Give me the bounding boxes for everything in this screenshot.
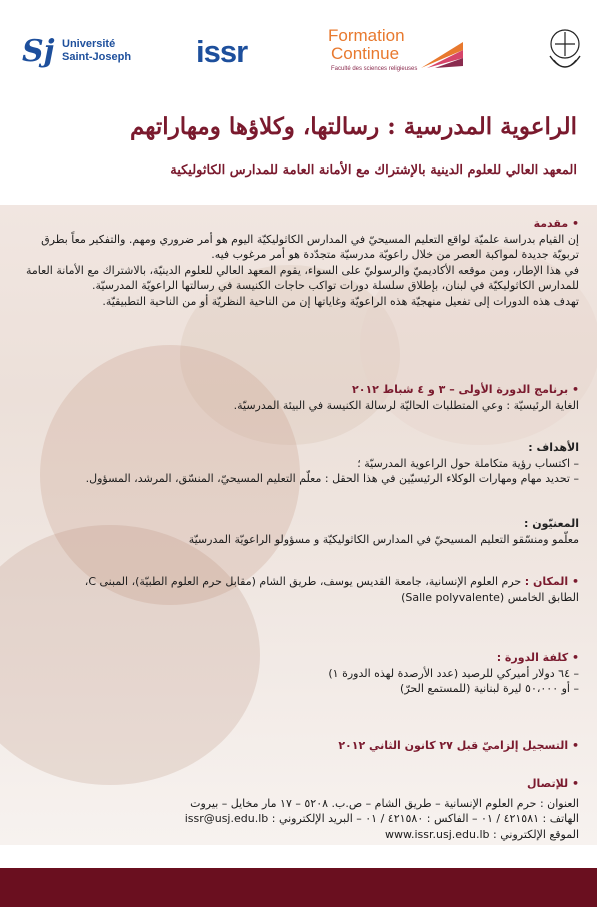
- registration-section: [14, 738, 579, 754]
- contact-phones: الهاتف : ٤٢١٥٨١ / ٠١ – الفاكس : ٤٢١٥٨٠ / ٠١ – البريد الإلكتروني :: [271, 812, 579, 825]
- goals-section: [14, 440, 579, 487]
- header: [0, 0, 597, 100]
- usj-logo-text: [62, 38, 131, 64]
- audience-line: معلّمو ومنسّقو التعليم المسيحيّ في المدارس الكاثوليكيّة و مسؤولو الراعويّة المدرسيّة: [188, 532, 579, 546]
- place-line2: الطابق الخامس (Salle polyvalente): [401, 590, 579, 604]
- cost-item: – ٦٤ دولار أميركي للرصيد (عدد الأرصدة لهذه الدورة ١): [328, 666, 579, 680]
- intro-paragraph-3: تهدف هذه الدورات إلى تفعيل منهجيّة هذه الراعويّة وغاياتها إن من الناحية النظريّة أو من الناحية التطبيقيّة.: [102, 294, 579, 308]
- contact-address: العنوان : حرم العلوم الإنسانية – طريق الشام – ص.ب. ٥٢٠٨ – ١٧ مار مخايل – بيروت: [190, 796, 579, 810]
- goals-heading: الأهداف :: [528, 441, 579, 454]
- intro-section: [14, 216, 579, 309]
- contact-phones-line: [14, 811, 579, 827]
- contact-heading: • للإتصال: [527, 777, 579, 790]
- place-address: حرم العلوم الإنسانية، جامعة القديس يوسف، طريق الشام (مقابل حرم العلوم الطبيّة)، المبنى C،: [84, 575, 522, 588]
- place-line1: [14, 574, 579, 590]
- usj-logo-mark: Sj: [22, 34, 55, 69]
- footer-bar: [0, 868, 597, 907]
- intro-paragraph-2: في هذا الإطار، ومن موقعه الأكاديميّ والرسوليّ على السواء، يقوم المعهد العالي للعلوم الدينيّة، بالاشتراك مع الأمانة العامة للمدارس الكاثوليكيّة في لبنان، بإطلاق سلسلة دورات تواكب حاجات الكنيسة في رسالتها الراعويّة المدرسيّة.: [25, 263, 579, 292]
- usj-line2: Saint-Joseph: [62, 51, 132, 63]
- contact-site-link[interactable]: www.issr.usj.edu.lb: [385, 827, 490, 841]
- cost-item: – أو ٥٠،٠٠٠ ليرة لبنانية (للمستمع الحرّ): [400, 682, 579, 695]
- goals-item: – تحديد مهام ومهارات الوكلاء الرئيسيّين في هذا الحقل : معلّم التعليم المسيحيّ، المنسّق، المرشد، المسؤول.: [85, 472, 579, 485]
- page-subtitle: المعهد العالي للعلوم الدينية بالإشتراك مع الأمانة العامة للمدارس الكاثوليكية: [170, 163, 577, 178]
- contact-section: [14, 776, 579, 842]
- fc-line1: Formation: [328, 26, 405, 45]
- contact-email-link[interactable]: issr@usj.edu.lb: [184, 812, 269, 825]
- goals-item: – اكتساب رؤية متكاملة حول الراعوية المدرسيّة ؛: [357, 456, 579, 470]
- issr-logo: issr: [196, 34, 248, 69]
- formation-continue-logo: [326, 26, 466, 82]
- intro-paragraph-1: إن القيام بدراسة علميّة لواقع التعليم المسيحيّ في المدارس الكاثوليكيّة اليوم هو أمر ضروري ومهم. والتفكير معاً بطرق تربويّة جديدة لمواكبة العصر من خلال راعويّة مدرسيّة متجدّدة هو أمر مرغوب فيه.: [41, 232, 579, 261]
- formation-continue-shape-icon: [421, 42, 463, 68]
- page-title: الراعوية المدرسية : رسالتها، وكلاؤها ومهاراتهم: [130, 113, 577, 140]
- audience-section: [14, 516, 579, 547]
- contact-site-label: الموقع الإلكتروني :: [493, 827, 579, 841]
- cost-section: [14, 650, 579, 697]
- cost-heading: • كلفة الدورة :: [496, 651, 579, 664]
- usj-logo: [22, 30, 132, 78]
- place-section: [14, 574, 579, 605]
- emblem-icon: [544, 26, 586, 80]
- place-heading: • المكان :: [524, 575, 579, 588]
- program-section: [14, 382, 579, 413]
- fc-line2: Continue: [331, 44, 400, 63]
- registration-heading: • التسجيل إلزاميّ قبل ٢٧ كانون الثاني ٢٠١٢: [338, 739, 579, 752]
- program-goal: الغاية الرئيسيّة : وعي المتطلبات الحاليّة لرسالة الكنيسة في البيئة المدرسيّة.: [233, 398, 579, 412]
- contact-site-line: [14, 827, 579, 843]
- audience-heading: المعنيّون :: [524, 517, 579, 530]
- intro-heading: • مقدمة: [533, 217, 579, 230]
- program-heading: • برنامج الدورة الأولى – ٣ و ٤ شباط ٢٠١٢: [352, 383, 579, 396]
- fc-line3: Faculté des sciences religieuses: [331, 66, 418, 72]
- usj-line1: Université: [62, 38, 116, 50]
